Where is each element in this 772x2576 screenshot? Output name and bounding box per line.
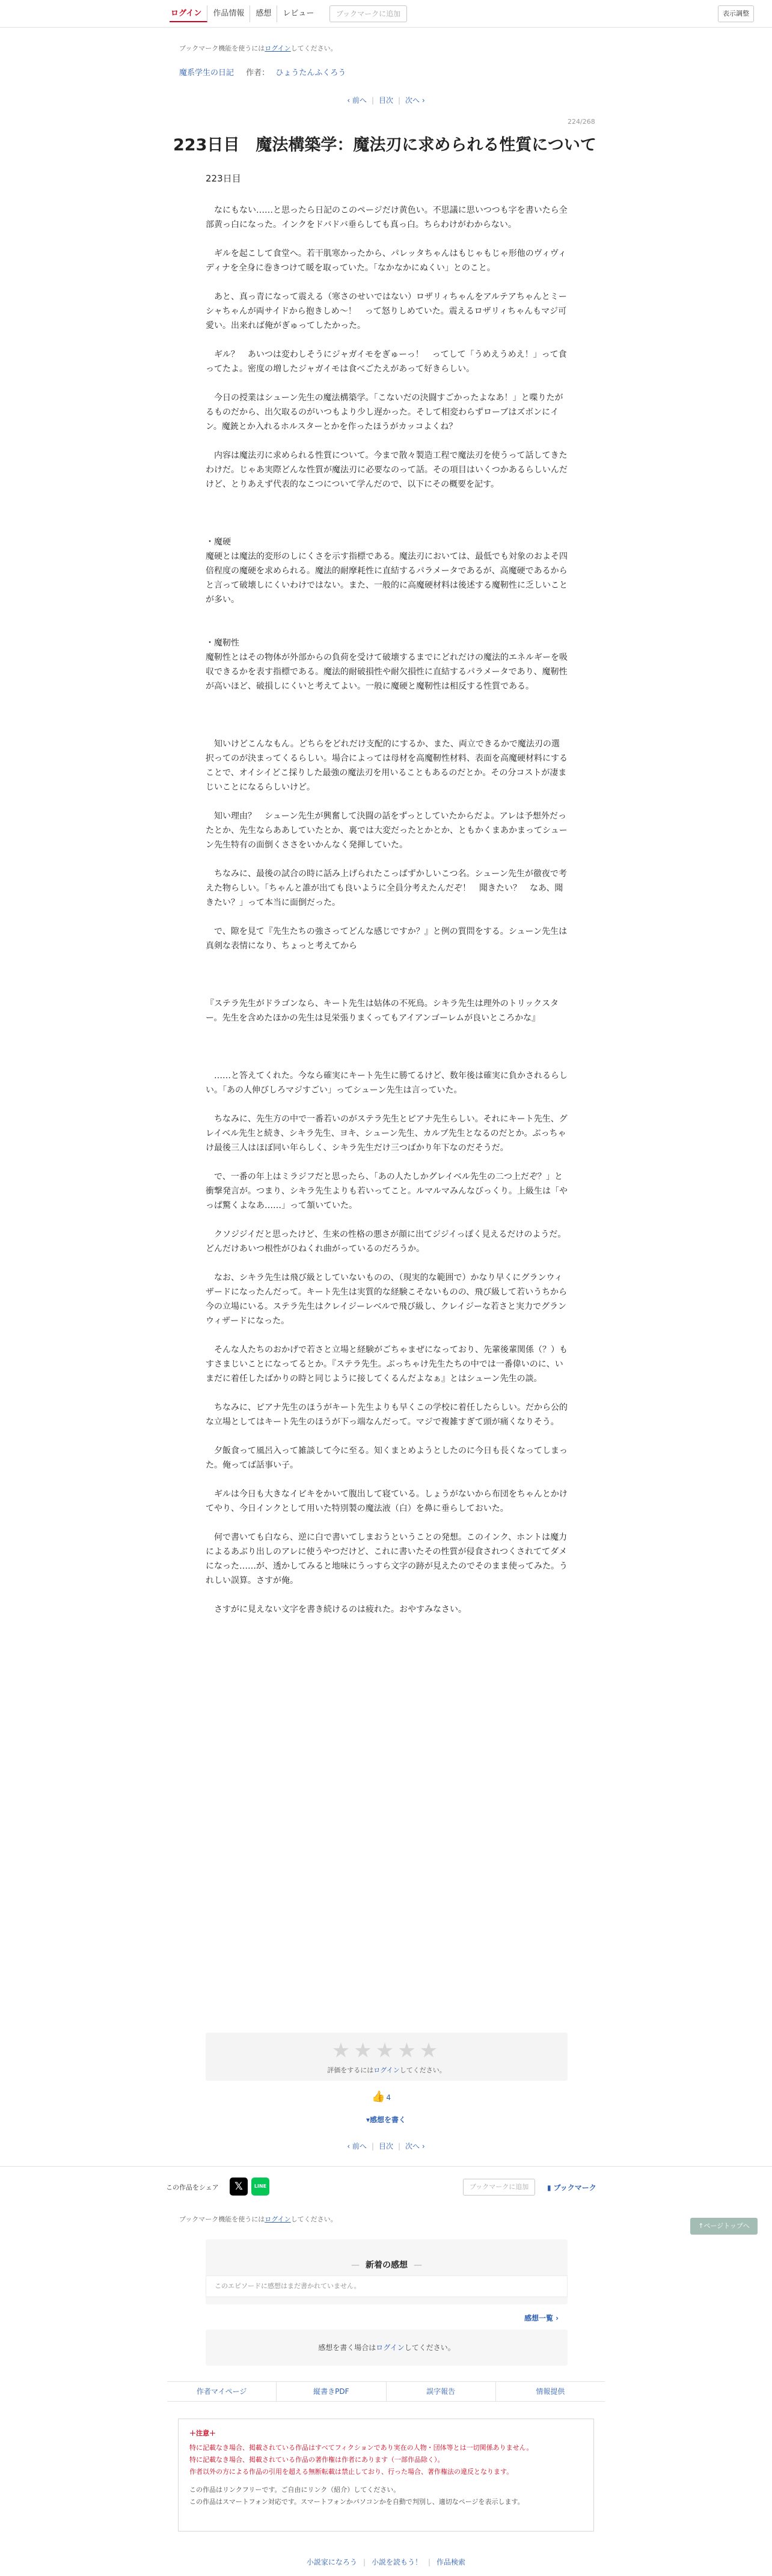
bookmark-login-note — [179, 43, 337, 53]
series-title-link[interactable]: 魔系学生の日記 — [179, 69, 234, 78]
body-paragraph: クソジジイだと思ったけど、生来の性格の悪さが顔に出てジジイっぽく見えるだけのようだ。どんだけあいつ根性がひねくれ曲がっているのだろうか。 — [206, 1230, 566, 1254]
body-paragraph — [206, 1429, 568, 1444]
line-share-icon[interactable]: LINE — [251, 2178, 269, 2196]
narou-link[interactable]: 小説家になろう — [306, 2558, 357, 2566]
pager-top: ‹ 前へ | 目次 | 次へ › — [347, 96, 425, 105]
rating-note-text: してください。 — [399, 2066, 446, 2074]
body-paragraph — [206, 968, 568, 982]
body-paragraph — [206, 1054, 568, 1069]
body-paragraph: で、隙を見て『先生たちの強さってどんな感じですか？』と例の質問をする。シューン先生は真剣な表情になり、ちょっと考えてから — [206, 927, 568, 951]
bookmark-label: ブックマーク — [553, 2184, 596, 2192]
notice-line: 特に記載なき場合、掲載されている作品の著作権は作者にあります（一部作品除く）。 — [189, 2456, 444, 2464]
login-review-link[interactable]: ログイン — [376, 2343, 405, 2352]
bookmark-login-note — [179, 2214, 337, 2224]
body-paragraph — [206, 708, 568, 722]
body-paragraph: 夕飯食って風呂入って雑談して今に至る。知くまとめようとしたのに今日も長くなってしまった。俺ってば話事い子。 — [206, 1446, 568, 1470]
body-paragraph: ・魔靭性 — [206, 638, 239, 648]
body-paragraph — [206, 1025, 568, 1040]
body-paragraph — [206, 852, 568, 867]
share-bar — [0, 2166, 772, 2209]
body-paragraph: ギル？ あいつは変わしそうにジャガイモをぎゅーっ！ ってして「うめえうめえ！」って食ってたよ。密度の増したジャガイモは食べごたえがあって好きらしい。 — [206, 350, 567, 374]
back-to-top-button[interactable]: ↑ページトップへ — [690, 2218, 758, 2235]
body-paragraph — [206, 1213, 568, 1227]
info-report-link[interactable]: 情報提供 — [536, 2387, 565, 2396]
note-text: ブックマーク機能を使うには — [179, 44, 265, 52]
next-link[interactable]: 次へ › — [405, 96, 425, 105]
top-bar — [0, 0, 772, 28]
body-paragraph: さすがに見えない文字を書き続けるのは疲れた。おやすみなさい。 — [214, 1605, 467, 1614]
note-text: ブックマーク機能を使うには — [179, 2215, 265, 2223]
body-paragraph: 魔靭性とはその物体が外部からの負荷を受けて破壊するまでにどれだけの魔法的エネルギーを吸収できるかを表す指標である。魔法的耐破損性や耐欠損性に直結するパラメータであり、魔靭性が高いほど、破損しにくいと考えてよい。一般に魔硬と魔靭性は相反する性質である。 — [206, 653, 568, 691]
body-paragraph — [206, 232, 568, 246]
body-paragraph — [206, 376, 568, 391]
body-paragraph — [206, 982, 568, 997]
bookmark-add-button-disabled[interactable]: ブックマークに追加 — [463, 2179, 535, 2196]
divider: — — [351, 2260, 360, 2270]
body-paragraph: 今日の授業はシューン先生の魔法構築学。「こないだの決闘すごかったよなあ！」と喋りたがるものだから、出欠取るのがいつもより少し遅かった。そして相変わらずローブはズボンにイン。魔銃とか入れるホルスターとかを作ったほうがカッコよくね？ — [206, 393, 563, 432]
body-paragraph: あと、真っ青になって震える（寒さのせいではない）ロザリィちゃんをアルテアちゃんとミーシャちゃんが両サイドから抱きしめ〜！ って怒りしめていた。震えるロザリィちゃんもマジ可愛い。出来れば俺がぎゅってしたかった。 — [206, 292, 567, 331]
body-paragraph — [206, 1328, 568, 1343]
new-reviews-title — [206, 2259, 568, 2271]
note-login-link[interactable]: ログイン — [265, 44, 291, 52]
body-paragraph — [206, 434, 568, 448]
body-paragraph: ・魔硬 — [206, 537, 231, 547]
body-paragraph — [206, 1516, 568, 1530]
body-paragraph — [206, 520, 568, 535]
body-paragraph: で、一番の年上はミラジフだと思ったら、「あの人たしかグレイベル先生の二つ上だぞ？」と衝撃発言が。つまり、シキラ先生よりも若いってこと。ルマルマみんなびっくり。上級生は「やっぱ驚くよなあ……」って頷いていた。 — [206, 1172, 568, 1210]
notice-line: この作品はリンクフリーです。ご自由にリンク（紹介）してください。 — [189, 2486, 400, 2494]
bookmark-link[interactable] — [547, 2182, 596, 2193]
thumbs-up-icon: 👍 — [372, 2090, 385, 2103]
like-button[interactable] — [372, 2090, 391, 2103]
body-paragraph: ちなみに、先生方の中で一番若いのがステラ先生とピアナ先生らしい。それにキート先生、グレイベル先生と続き、シキラ先生、ヨキ、シューン先生、カルブ先生となるのだとか。ぶっちゃけ最後三人はほぼ同い年らしく、シキラ先生だけ三つばかり年下なのだそうだ。 — [206, 1114, 568, 1153]
yomou-link[interactable]: 小説を読もう！ — [371, 2558, 422, 2566]
new-reviews-empty: このエピソードに感想はまだ書かれていません。 — [206, 2275, 568, 2297]
body-paragraph: 『ステラ先生がドラゴンなら、キート先生は姑体の不死鳥。シキラ先生は理外のトリックスター。先生を含めたほかの先生は見栄張りまくってもアイアンゴーレムが良いところかな』 — [206, 999, 559, 1023]
body-paragraph: 知い理由？ シューン先生が興奮して決闘の話をずっとしていたからだよ。アレは予想外だったとか、先生ならああしていたとか、裏では大変だったとかとか、ともかくまあかまってシューン先生特有の面倒くささをいかんなく発揮していた。 — [206, 811, 568, 850]
note-text: してください。 — [290, 2215, 337, 2223]
body-paragraph: ちなみに、最後の試合の時に話み上げられたこっぱずかしいこつ名。シューン先生が徹夜で考えた物らしい。「ちゃんと誰が出ても良いように全員分考えたんだぞ！ 聞きたい？ なあ、聞きたい？」って本当に面倒だった。 — [206, 869, 567, 908]
author-link[interactable]: ひょうたんふくろう — [275, 69, 346, 78]
x-share-icon[interactable]: 𝕏 — [230, 2178, 248, 2196]
author-mypage-link[interactable]: 作者マイページ — [167, 2382, 277, 2401]
bookmark-add-button-disabled[interactable]: ブックマークに追加 — [329, 5, 407, 22]
vertical-pdf-link[interactable]: 縦書きPDF — [277, 2382, 386, 2401]
next-link[interactable]: 次へ › — [405, 2142, 425, 2150]
notice-line: 作者以外の方による作品の引用を超える無断転載は禁止しており、行った場合、著作権法の違反となります。 — [189, 2468, 513, 2476]
new-reviews-heading: 新着の感想 — [366, 2260, 408, 2270]
episode-title: 223日目 魔法構築学：魔法刃に求められる性質について — [173, 136, 596, 154]
rating-login-link[interactable]: ログイン — [373, 2066, 400, 2074]
like-count: 4 — [386, 2093, 391, 2102]
body-paragraph — [206, 275, 568, 290]
share-label: この作品をシェア — [166, 2184, 219, 2191]
author-label: 作者： — [246, 69, 270, 78]
toc-link[interactable]: 目次 — [378, 96, 393, 105]
body-paragraph: なお、シキラ先生は飛び級としていないものの、（現実的な範囲で）かなり早くにグランウィザードになったんだって。キート先生は実質的な経験こそないものの、飛び級して若いうちから今の立場にいる。ステラ先生はクレイジーレベルで飛び級し、クレイジーな若さと実力でグランウィザードになった。 — [206, 1273, 568, 1326]
notice-line: この作品はスマートフォン対応です。スマートフォンかパソコンかを自動で判別し、適切なページを表示します。 — [189, 2498, 524, 2506]
pager-bottom: ‹ 前へ | 目次 | 次へ › — [347, 2142, 425, 2150]
body-paragraph — [206, 506, 568, 520]
prev-link[interactable]: ‹ 前へ — [347, 96, 367, 105]
rating-box — [206, 2033, 568, 2081]
rating-stars[interactable]: ★★★★★ — [331, 2039, 442, 2063]
review-list-link[interactable]: 感想一覧 › — [524, 2314, 559, 2322]
body-paragraph — [206, 694, 568, 708]
body-paragraph: 内容は魔法刃に求められる性質について。今まで散々製造工程で魔法刃を使うって話してきたわけだ。じゃあ実際どんな性質が魔法刃に必要なのって話。その項目はいくつかあるらしいんだけど、とりあえず代表的なこつについて学んだので、以下にその概要を記す。 — [206, 451, 568, 489]
body-paragraph — [206, 1256, 568, 1271]
body-paragraph — [206, 910, 568, 924]
body-paragraph — [206, 795, 568, 809]
bottom-links: 小説家になろう | 小説を読もう！ | 作品検索 — [306, 2558, 466, 2566]
login-review-text: 感想を書く場合は — [318, 2343, 376, 2352]
prev-link[interactable]: ‹ 前へ — [347, 2142, 367, 2150]
rating-note-text: 評価をするには — [327, 2066, 374, 2074]
body-paragraph — [206, 621, 568, 636]
rating-note — [206, 2065, 568, 2075]
body-paragraph — [206, 333, 568, 347]
episode-counter: 224/268 — [568, 118, 595, 126]
typo-report-link[interactable]: 誤字報告 — [387, 2382, 496, 2401]
display-settings-button[interactable]: 表示調整 — [718, 5, 754, 22]
body-paragraph — [206, 953, 568, 968]
body-paragraph — [206, 607, 568, 621]
search-link[interactable]: 作品検索 — [437, 2558, 466, 2566]
footer-links — [167, 2381, 605, 2402]
body-paragraph: 魔硬とは魔法的変形のしにくさを示す指標である。魔法刃においては、最低でも対象のおよそ四倍程度の魔硬を求められる。魔法的耐摩耗性に直結するパラメータであるが、高魔硬であるからと言って破壊しにくいわけではない。また、一般的に高魔硬材料は後述する魔靭性に乏しいことが多い。 — [206, 552, 568, 605]
body-paragraph — [206, 492, 568, 506]
write-review-link[interactable]: ▾感想を書く — [366, 2116, 406, 2124]
body-paragraph: ギルは今日も大きなイビキをかいて腹出して寝ている。しょうがないから布団をちゃんとかけてやり、今日インクとして用いた特別製の魔法液（白）を鼻に垂らしておいた。 — [206, 1489, 568, 1513]
body-paragraph: 何で書いても白なら、逆に白で書いてしまおうということの発想。このインク、ホントは魔力によるあぶり出しのアレに使うやつだけど、これに書いたその性質が侵食されつくされててダメになった……が、透かしてみると地味にうっすら文字の跡が見えたのでそのまま使ってみた。うれしい誤算。さすが俺。 — [206, 1533, 568, 1586]
toc-link[interactable]: 目次 — [378, 2142, 393, 2150]
body-paragraph — [206, 1040, 568, 1054]
series-info — [179, 66, 346, 78]
body-paragraph: ちなみに、ピアナ先生のほうがキート先生よりも早くこの学校に着任したらしい。だから公的な立場としてはキート先生のほうが下っ端なんだって。マジで複雑すぎて頭が痛くなりそう。 — [206, 1403, 568, 1427]
notice-line: 特に記載なき場合、掲載されている作品はすべてフィクションであり実在の人物・団体等とは一切関係ありません。 — [189, 2444, 533, 2452]
review-link[interactable]: レビュー — [283, 9, 314, 18]
login-review-text: してください。 — [404, 2343, 455, 2352]
body-paragraph: ギルを起こして食堂へ。若干肌寒かったから、パレッタちゃんはもじゃもじゃ形他のヴィヴィディナを全身に巻きつけて暖を取っていた。「なかなかにぬくい」とのこと。 — [206, 249, 567, 273]
body-paragraph — [206, 1588, 568, 1602]
bookmark-icon: ▮ — [547, 2184, 551, 2192]
new-reviews-box — [206, 2239, 568, 2304]
body-paragraph: なにもない……と思ったら日記のこのページだけ黄色い。不思議に思いつつも字を書いたら全部黄っ白になった。インクをドバドバ垂らしても真っ白。ちらわけがわからない。 — [206, 206, 568, 230]
episode-subtitle: 223日目 — [206, 173, 241, 184]
impressions-link[interactable]: 感想 — [250, 5, 277, 22]
body-paragraph — [206, 1097, 568, 1112]
note-login-link[interactable]: ログイン — [265, 2215, 291, 2223]
notice-box — [178, 2419, 594, 2532]
episode-body — [206, 203, 568, 1617]
body-paragraph: ……と答えてくれた。今なら確実にキート先生に勝てるけど、数年後は確実に負かされるらしい。「あの人伸びしろマジすごい」ってシューン先生は言っていた。 — [206, 1071, 568, 1095]
divider: — — [414, 2260, 422, 2270]
body-paragraph — [206, 1155, 568, 1170]
body-paragraph: 知いけどこんなもん。どちらをどれだけ支配的にするか、また、両立できるかで魔法刃の選択ってのが決まってくるらしい。場合によっては母材を高魔靭性材料、表面を高魔硬材料にすることで、オイシイどこ採りした最強の魔法刃を用いることもあるのだとか。その分コストが凄まじいことになるらしいけど。 — [206, 739, 568, 792]
body-paragraph — [206, 1473, 568, 1487]
body-paragraph — [206, 1386, 568, 1400]
body-paragraph: そんな人たちのおかげで若さと立場と経験がごちゃまぜになっており、先輩後輩関係（？）もすさまじいことになってるとか。『ステラ先生。ぶっちゃけ先生たちの中では一番偉いのに、いまだに着任したばかりの時と同じように接してくるんだよなぁ』とはシューン先生の談。 — [206, 1345, 568, 1384]
note-text: してください。 — [290, 44, 337, 52]
login-to-review-box — [206, 2330, 568, 2366]
work-info-link[interactable]: 作品情報 — [207, 5, 250, 22]
top-nav — [170, 5, 319, 22]
login-link[interactable]: ログイン — [170, 5, 207, 22]
notice-header: ＋注意＋ — [189, 2429, 216, 2437]
body-paragraph — [206, 722, 568, 737]
